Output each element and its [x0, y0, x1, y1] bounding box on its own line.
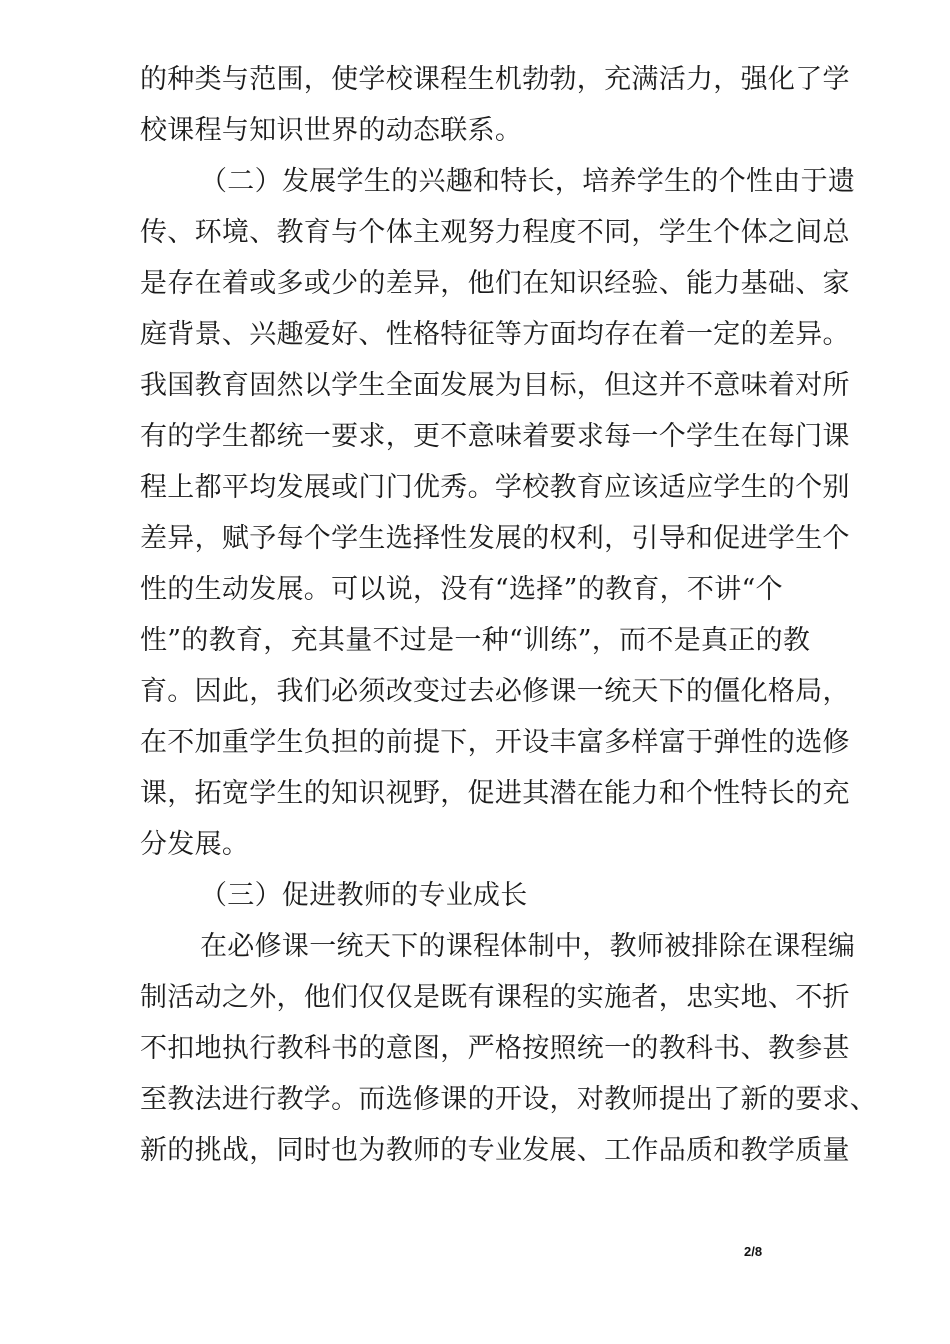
- text-line: 是存在着或多或少的差异，他们在知识经验、能力基础、家: [140, 268, 850, 299]
- text-line: 庭背景、兴趣爱好、性格特征等方面均存在着一定的差异。: [140, 319, 850, 350]
- text-line: 性”的教育，充其量不过是一种“训练”，而不是真正的教: [140, 625, 811, 656]
- text-line: 有的学生都统一要求，更不意味着要求每一个学生在每门课: [140, 421, 850, 452]
- text-line: 在不加重学生负担的前提下，开设丰富多样富于弹性的选修: [140, 727, 850, 758]
- text-line: 传、环境、教育与个体主观努力程度不同，学生个体之间总: [140, 217, 850, 248]
- text-line: 性的生动发展。可以说，没有“选择”的教育，不讲“个: [140, 574, 783, 605]
- text-line: 课，拓宽学生的知识视野，促进其潜在能力和个性特长的充: [140, 778, 850, 809]
- text-line: 在必修课一统天下的课程体制中，教师被排除在课程编: [200, 931, 856, 962]
- text-line: 至教法进行教学。而选修课的开设，对教师提出了新的要求、: [140, 1084, 878, 1115]
- text-line: 的种类与范围，使学校课程生机勃勃，充满活力，强化了学: [140, 64, 850, 95]
- text-line: 育。因此，我们必须改变过去必修课一统天下的僵化格局，: [140, 676, 850, 707]
- page-number: 2/8: [744, 1244, 763, 1259]
- section-heading-2: （二）发展学生的兴趣和特长，培养学生的个性由于遗: [200, 166, 856, 197]
- section-heading-3: （三）促进教师的专业成长: [200, 880, 528, 911]
- text-line: 校课程与知识世界的动态联系。: [140, 115, 523, 146]
- text-line: 我国教育固然以学生全面发展为目标，但这并不意味着对所: [140, 370, 850, 401]
- text-line: 新的挑战，同时也为教师的专业发展、工作品质和教学质量: [140, 1135, 850, 1166]
- text-line: 制活动之外，他们仅仅是既有课程的实施者，忠实地、不折: [140, 982, 850, 1013]
- text-line: 不扣地执行教科书的意图，严格按照统一的教科书、教参甚: [140, 1033, 850, 1064]
- text-line: 差异，赋予每个学生选择性发展的权利，引导和促进学生个: [140, 523, 850, 554]
- text-line: 分发展。: [140, 829, 250, 860]
- text-line: 程上都平均发展或门门优秀。学校教育应该适应学生的个别: [140, 472, 850, 503]
